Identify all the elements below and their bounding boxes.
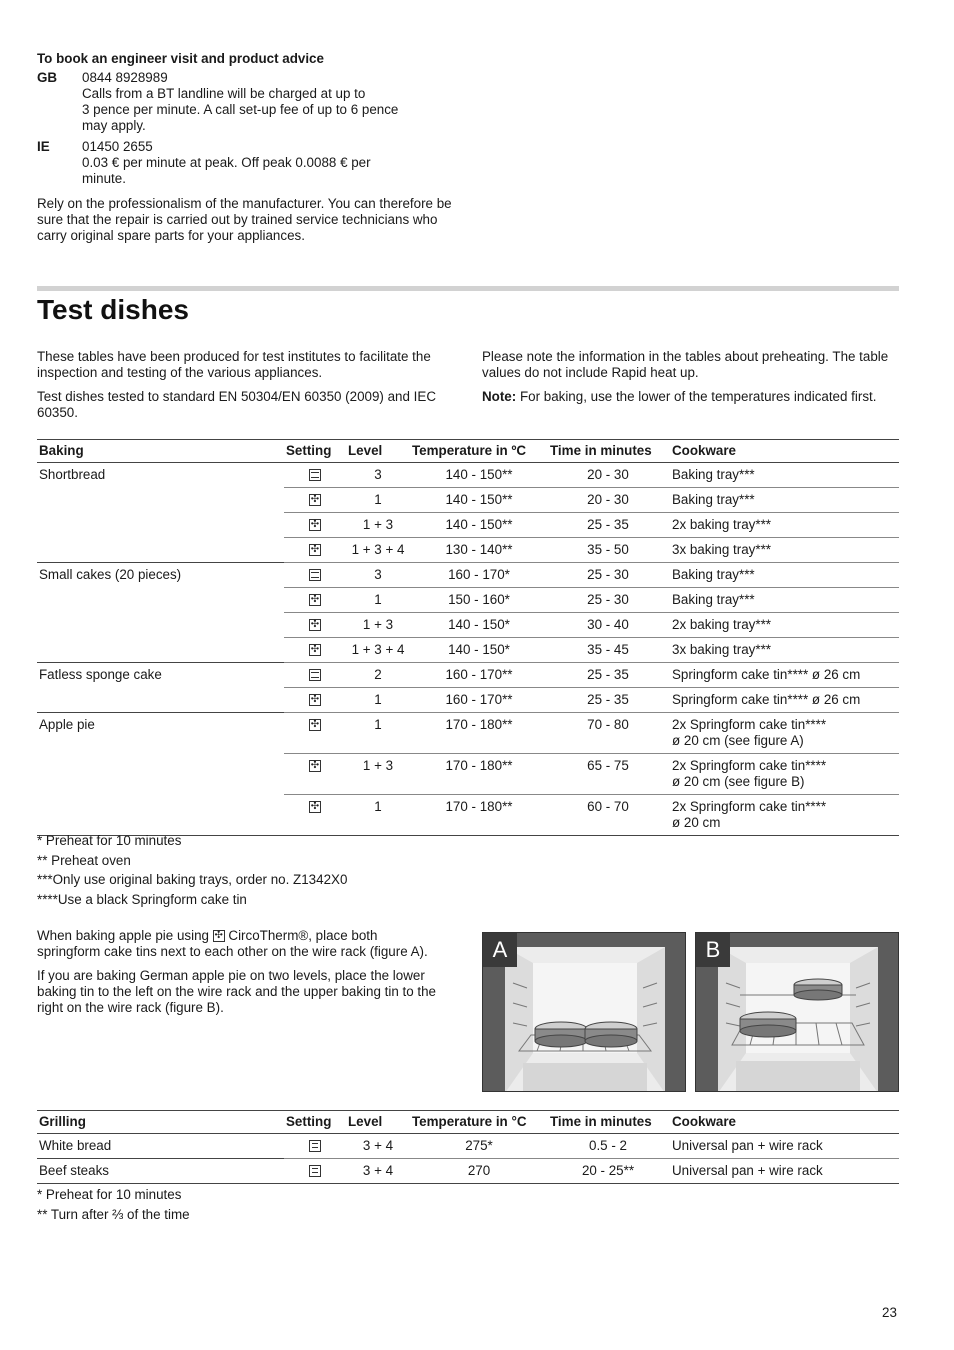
gb-line-2: 3 pence per minute. A call set-up fee of up to 6 pence <box>82 102 399 117</box>
circotherm-icon <box>309 544 321 556</box>
circotherm-icon <box>309 760 321 772</box>
cookware-line-1: Baking tray*** <box>672 492 755 507</box>
temperature-cell: 170 - 180** <box>410 713 548 754</box>
cookware-line-1: 2x Springform cake tin**** <box>672 717 827 732</box>
footnote: * Preheat for 10 minutes <box>37 833 182 848</box>
level-cell: 1 + 3 + 4 <box>346 638 410 663</box>
apple-pie-p1-start: When baking apple pie using <box>37 928 213 943</box>
table-row <box>37 1159 899 1184</box>
table-row <box>37 1134 899 1159</box>
table-row <box>37 588 899 613</box>
cookware-cell <box>668 488 899 513</box>
table-row <box>37 513 899 538</box>
figure-a-label: A <box>483 933 517 967</box>
engineer-visit-heading: To book an engineer visit and product advice <box>37 51 324 66</box>
temperature-cell: 275* <box>410 1134 548 1159</box>
circotherm-icon <box>309 719 321 731</box>
setting-cell <box>284 795 346 836</box>
cookware-line-1: Baking tray*** <box>672 567 755 582</box>
level-cell: 1 + 3 <box>346 513 410 538</box>
setting-cell <box>284 613 346 638</box>
apple-pie-paragraph-1 <box>37 928 437 960</box>
cookware-line-1: 2x Springform cake tin**** <box>672 799 827 814</box>
note-label: Note: <box>482 389 517 404</box>
setting-cell <box>284 754 346 795</box>
time-cell: 25 - 35 <box>548 688 668 713</box>
cookware-line-1: Baking tray*** <box>672 467 755 482</box>
cookware-line-2: ø 20 cm (see figure B) <box>672 774 805 789</box>
circotherm-icon <box>309 594 321 606</box>
setting-cell <box>284 588 346 613</box>
level-cell: 1 + 3 <box>346 754 410 795</box>
time-cell: 25 - 30 <box>548 588 668 613</box>
footnote: ** Preheat oven <box>37 852 131 868</box>
ie-phone[interactable]: 01450 2655 <box>82 139 153 154</box>
ie-line-1: 0.03 € per minute at peak. Off peak 0.0088 € per <box>82 155 371 170</box>
circotherm-icon <box>213 930 225 942</box>
dish-name-cell <box>37 613 284 638</box>
dish-name-cell <box>37 795 284 836</box>
top-bottom-heat-icon <box>309 669 321 681</box>
dish-name-cell <box>37 488 284 513</box>
header-level: Level <box>346 1111 410 1134</box>
table-row <box>37 613 899 638</box>
footnote: ***Only use original baking trays, order no. Z1342X0 <box>37 872 348 887</box>
page-title: Test dishes <box>37 294 189 325</box>
dish-name-cell <box>37 538 284 563</box>
header-temperature: Temperature in °C <box>410 1111 548 1134</box>
setting-cell <box>284 1134 346 1159</box>
grill-icon <box>309 1165 321 1177</box>
circotherm-icon <box>309 494 321 506</box>
temperature-cell: 140 - 150** <box>410 488 548 513</box>
setting-cell <box>284 563 346 588</box>
time-cell: 30 - 40 <box>548 613 668 638</box>
grilling-footnotes <box>37 1185 462 1224</box>
dish-name-cell: White bread <box>37 1134 284 1159</box>
header-temperature: Temperature in ºC <box>410 440 548 463</box>
level-cell: 2 <box>346 663 410 688</box>
gb-contact-details <box>82 70 462 134</box>
level-cell: 3 <box>346 463 410 488</box>
temperature-cell: 170 - 180** <box>410 795 548 836</box>
cookware-line-1: 2x baking tray*** <box>672 517 771 532</box>
country-code-gb: GB <box>37 70 58 85</box>
cookware-line-2: ø 20 cm (see figure A) <box>672 733 804 748</box>
cookware-cell <box>668 613 899 638</box>
time-cell: 20 - 25** <box>548 1159 668 1184</box>
baking-table <box>37 439 899 836</box>
figure-b-label: B <box>696 933 730 967</box>
cookware-cell <box>668 563 899 588</box>
temperature-cell: 170 - 180** <box>410 754 548 795</box>
level-cell: 1 <box>346 588 410 613</box>
cookware-cell <box>668 713 899 754</box>
note-text: For baking, use the lower of the temperatures indicated first. <box>516 389 877 404</box>
top-bottom-heat-icon <box>309 469 321 481</box>
dish-name-cell <box>37 638 284 663</box>
table-row <box>37 688 899 713</box>
header-cookware: Cookware <box>668 440 899 463</box>
setting-cell <box>284 663 346 688</box>
dish-name-cell: Fatless sponge cake <box>39 667 162 682</box>
setting-cell <box>284 488 346 513</box>
cookware-cell <box>668 663 899 688</box>
cookware-line-1: 2x Springform cake tin**** <box>672 758 827 773</box>
circotherm-icon <box>309 694 321 706</box>
header-level: Level <box>346 440 410 463</box>
cookware-line-1: Springform cake tin**** ø 26 cm <box>672 667 861 682</box>
setting-cell <box>284 688 346 713</box>
note-paragraph <box>482 389 900 405</box>
cookware-line-1: 2x baking tray*** <box>672 617 771 632</box>
time-cell: 20 - 30 <box>548 463 668 488</box>
preheat-paragraph: Please note the information in the tables about preheating. The table values do not include Rapid heat up. <box>482 349 889 380</box>
header-time: Time in minutes <box>548 440 668 463</box>
table-row <box>37 754 899 795</box>
time-cell: 0.5 - 2 <box>548 1134 668 1159</box>
header-setting: Setting <box>284 1111 346 1134</box>
footnote: ****Use a black Springform cake tin <box>37 891 247 907</box>
ie-line-2: minute. <box>82 171 126 186</box>
cookware-cell <box>668 463 899 488</box>
dish-name-cell <box>37 588 284 613</box>
circotherm-icon <box>309 644 321 656</box>
section-divider <box>37 286 899 291</box>
ie-contact-details <box>82 139 462 187</box>
setting-cell <box>284 463 346 488</box>
dish-name-cell: Beef steaks <box>37 1159 284 1184</box>
level-cell: 1 <box>346 795 410 836</box>
table-row <box>37 563 899 588</box>
time-cell: 25 - 35 <box>548 513 668 538</box>
country-code-ie: IE <box>37 139 50 154</box>
cookware-cell <box>668 754 899 795</box>
temperature-cell: 140 - 150* <box>410 638 548 663</box>
grilling-header-row <box>37 1111 899 1134</box>
intro-paragraph-1: These tables have been produced for test institutes to facilitate the inspection and testing of the various appliances. <box>37 349 431 380</box>
dish-name-cell: Apple pie <box>39 717 95 732</box>
setting-cell <box>284 638 346 663</box>
cookware-cell <box>668 1134 899 1159</box>
time-cell: 35 - 50 <box>548 538 668 563</box>
footnote: * Preheat for 10 minutes <box>37 1187 182 1202</box>
setting-cell <box>284 538 346 563</box>
header-baking: Baking <box>37 440 284 463</box>
setting-cell <box>284 1159 346 1184</box>
rely-paragraph: Rely on the professionalism of the manufacturer. You can therefore be sure that the repair is carried out by trained service technicians who carry original spare parts for your appliances. <box>37 196 452 243</box>
table-row <box>37 488 899 513</box>
time-cell: 25 - 30 <box>548 563 668 588</box>
time-cell: 20 - 30 <box>548 488 668 513</box>
time-cell: 65 - 75 <box>548 754 668 795</box>
level-cell: 3 <box>346 563 410 588</box>
temperature-cell: 270 <box>410 1159 548 1184</box>
figure-a <box>482 932 686 1092</box>
temperature-cell: 140 - 150** <box>410 513 548 538</box>
gb-line-1: Calls from a BT landline will be charged at up to <box>82 86 366 101</box>
level-cell: 1 <box>346 713 410 754</box>
header-grilling: Grilling <box>37 1111 284 1134</box>
apple-pie-instructions <box>37 928 437 1024</box>
cookware-line-1: 3x baking tray*** <box>672 542 771 557</box>
time-cell: 60 - 70 <box>548 795 668 836</box>
level-cell: 1 + 3 <box>346 613 410 638</box>
level-cell: 3 + 4 <box>346 1134 410 1159</box>
footnote: ** Turn after ⅔ of the time <box>37 1206 190 1222</box>
baking-footnotes <box>37 831 462 909</box>
temperature-cell: 160 - 170** <box>410 688 548 713</box>
cookware-line-1: Baking tray*** <box>672 592 755 607</box>
grilling-table <box>37 1110 899 1184</box>
level-cell: 3 + 4 <box>346 1159 410 1184</box>
dish-name-cell <box>37 754 284 795</box>
cookware-line-2: ø 20 cm <box>672 815 721 830</box>
header-setting: Setting <box>284 440 346 463</box>
header-cookware: Cookware <box>668 1111 899 1134</box>
table-row <box>37 638 899 663</box>
time-cell: 25 - 35 <box>548 663 668 688</box>
cookware-cell <box>668 795 899 836</box>
level-cell: 1 <box>346 488 410 513</box>
cookware-cell <box>668 638 899 663</box>
top-bottom-heat-icon <box>309 569 321 581</box>
time-cell: 70 - 80 <box>548 713 668 754</box>
apple-pie-paragraph-2: If you are baking German apple pie on two levels, place the lower baking tin to the left on the wire rack and the upper baking tin to the right on the wire rack (figure B). <box>37 968 436 1015</box>
baking-header-row <box>37 440 899 463</box>
dish-name-cell <box>37 688 284 713</box>
table-row <box>37 663 899 688</box>
setting-cell <box>284 713 346 754</box>
intro-paragraph-2: Test dishes tested to standard EN 50304/EN 60350 (2009) and IEC 60350. <box>37 389 436 420</box>
level-cell: 1 + 3 + 4 <box>346 538 410 563</box>
cookware-line-1: 3x baking tray*** <box>672 642 771 657</box>
circotherm-icon <box>309 519 321 531</box>
dish-name-cell <box>37 513 284 538</box>
cookware-cell <box>668 1159 899 1184</box>
time-cell: 35 - 45 <box>548 638 668 663</box>
gb-line-3: may apply. <box>82 118 146 133</box>
cookware-line-1: Springform cake tin**** ø 26 cm <box>672 692 861 707</box>
table-row <box>37 538 899 563</box>
level-cell: 1 <box>346 688 410 713</box>
setting-cell <box>284 513 346 538</box>
apple-pie-p1-end: CircoTherm®, place both springform cake tins next to each other on the wire rack (figure A). <box>37 928 428 959</box>
cookware-cell <box>668 588 899 613</box>
table-row <box>37 463 899 488</box>
figure-b <box>695 932 899 1092</box>
table-row <box>37 713 899 754</box>
page-number: 23 <box>882 1305 897 1320</box>
cookware-cell <box>668 513 899 538</box>
dish-name-cell: Shortbread <box>39 467 106 482</box>
table-row <box>37 795 899 836</box>
dish-name-cell: Small cakes (20 pieces) <box>39 567 182 582</box>
circotherm-icon <box>309 619 321 631</box>
grill-icon <box>309 1140 321 1152</box>
cookware-cell <box>668 688 899 713</box>
temperature-cell: 160 - 170* <box>410 563 548 588</box>
temperature-cell: 150 - 160* <box>410 588 548 613</box>
cookware-cell <box>668 538 899 563</box>
temperature-cell: 140 - 150* <box>410 613 548 638</box>
cookware-line-1: Universal pan + wire rack <box>672 1138 823 1153</box>
header-time: Time in minutes <box>548 1111 668 1134</box>
intro-right-column <box>482 349 900 413</box>
temperature-cell: 130 - 140** <box>410 538 548 563</box>
cookware-line-1: Universal pan + wire rack <box>672 1163 823 1178</box>
circotherm-icon <box>309 801 321 813</box>
intro-left-column <box>37 349 462 429</box>
gb-phone[interactable]: 0844 8928989 <box>82 70 168 85</box>
temperature-cell: 140 - 150** <box>410 463 548 488</box>
temperature-cell: 160 - 170** <box>410 663 548 688</box>
